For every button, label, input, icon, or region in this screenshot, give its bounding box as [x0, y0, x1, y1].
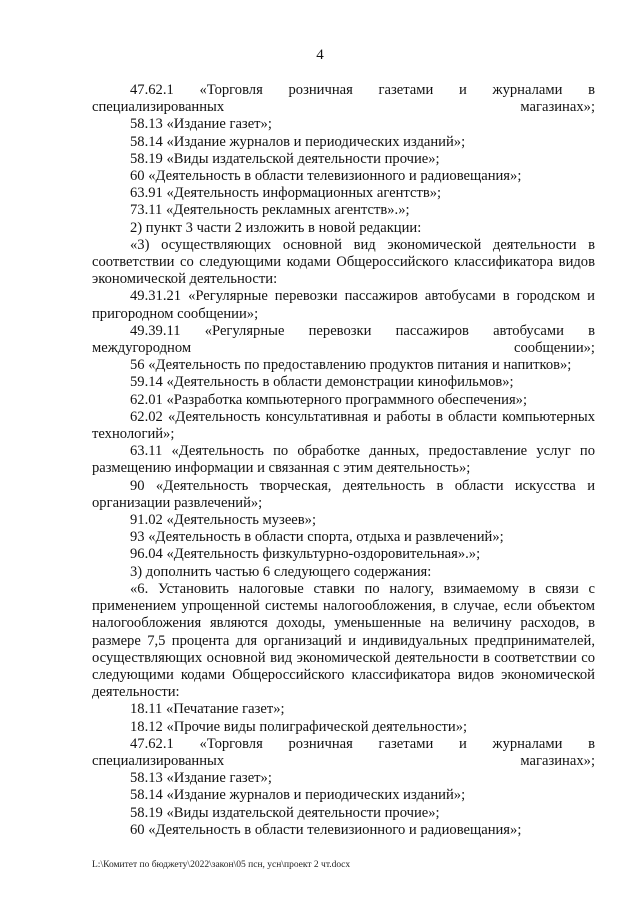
paragraph: 73.11 «Деятельность рекламных агентств».»;: [130, 202, 410, 219]
paragraph: 59.14 «Деятельность в области демонстрации кинофильмов»;: [130, 374, 514, 391]
paragraph: «6. Установить налоговые ставки по налогу, взимаемому в связи с применением упрощенной системы налогообложения, в случае, если объектом налогообложения являются доходы, уменьшенные на величину расходов, в размере 7,5 процента для организаций и индивидуальных предпринимателей, осуществляющих основной вид экономической деятельности в соответствии со следующими кодами Общероссийского классификатора видов экономической деятельности:: [92, 580, 595, 701]
paragraph: «3) осуществляющих основной вид экономической деятельности в соответствии со следующими кодами Общероссийского классификатора видов экономической деятельности:: [92, 236, 595, 288]
paragraph: 18.11 «Печатание газет»;: [130, 701, 285, 718]
paragraph: 96.04 «Деятельность физкультурно-оздоровительная».»;: [130, 546, 481, 563]
paragraph: 91.02 «Деятельность музеев»;: [130, 512, 317, 529]
document-body: [92, 82, 595, 839]
paragraph: 49.31.21 «Регулярные перевозки пассажиров автобусами в городском и пригородном сообщении»;: [92, 288, 595, 322]
paragraph: 18.12 «Прочие виды полиграфической деятельности»;: [130, 718, 468, 735]
paragraph: 62.02 «Деятельность консультативная и работы в области компьютерных технологий»;: [92, 408, 595, 443]
paragraph: 58.14 «Издание журналов и периодических изданий»;: [130, 133, 466, 150]
paragraph: 58.14 «Издание журналов и периодических изданий»;: [130, 787, 466, 804]
paragraph: 58.13 «Издание газет»;: [130, 116, 272, 133]
paragraph: 58.13 «Издание газет»;: [130, 770, 272, 787]
paragraph: 49.39.11 «Регулярные перевозки пассажиров автобусами в междугородном сообщении»;: [92, 322, 595, 357]
paragraph: 90 «Деятельность творческая, деятельность в области искусства и организации развлечений»;: [92, 477, 595, 511]
paragraph: 56 «Деятельность по предоставлению продуктов питания и напитков»;: [130, 357, 572, 374]
paragraph: 63.11 «Деятельность по обработке данных, предоставление услуг по размещению информации и связанная с этим деятельность»;: [92, 443, 595, 477]
paragraph: 60 «Деятельность в области телевизионного и радиовещания»;: [130, 821, 522, 838]
paragraph: 47.62.1 «Торговля розничная газетами и журналами в специализированных магазинах»;: [92, 82, 595, 116]
paragraph: 47.62.1 «Торговля розничная газетами и журналами в специализированных магазинах»;: [92, 735, 595, 769]
paragraph: 60 «Деятельность в области телевизионного и радиовещания»;: [130, 168, 522, 185]
paragraph: 58.19 «Виды издательской деятельности прочие»;: [130, 804, 440, 821]
footer-file-path: L:\Комитет по бюджету\2022\закон\05 псн, усн\проект 2 чт.docx: [92, 860, 351, 870]
paragraph: 2) пункт 3 части 2 изложить в новой редакции:: [130, 219, 422, 236]
paragraph: 58.19 «Виды издательской деятельности прочие»;: [130, 150, 440, 167]
page-number: 4: [316, 47, 324, 63]
paragraph: 62.01 «Разработка компьютерного программного обеспечения»;: [130, 391, 528, 408]
paragraph: 93 «Деятельность в области спорта, отдыха и развлечений»;: [130, 529, 504, 546]
paragraph: 3) дополнить частью 6 следующего содержания:: [130, 563, 432, 580]
paragraph: 63.91 «Деятельность информационных агентств»;: [130, 185, 442, 202]
